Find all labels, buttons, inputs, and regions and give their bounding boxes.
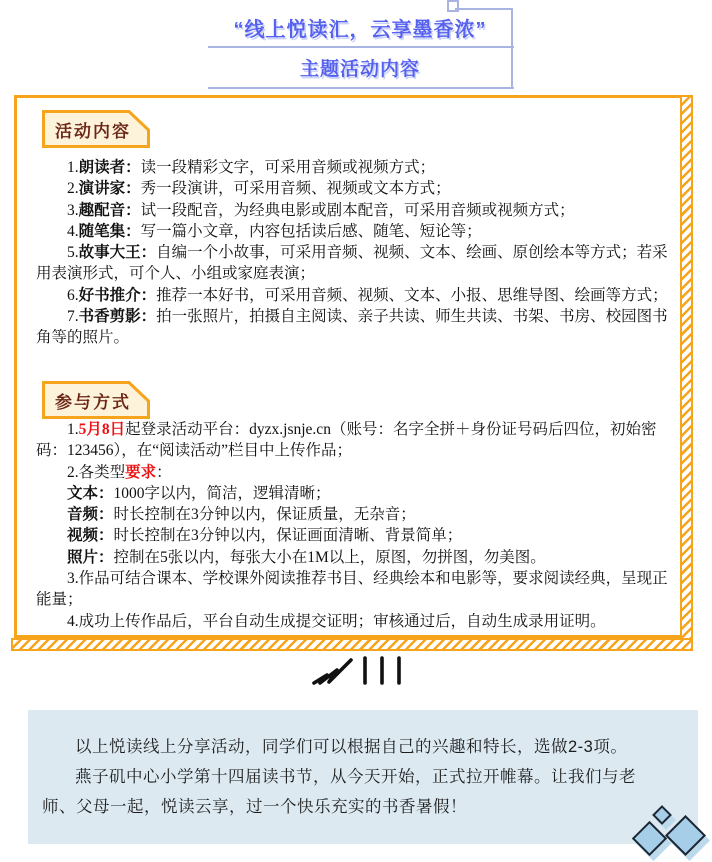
platform-url: dyzx.jsnje.cn (249, 421, 331, 438)
footer-note (28, 710, 698, 844)
type-requirement: 音频：时长控制在3分钟以内，保证质量，无杂音； (67, 506, 416, 524)
page-subtitle: 主题活动内容 (299, 58, 420, 80)
list-item: 4.随笔集：写一篇小文章，内容包括读后感、随笔、短论等； (67, 222, 482, 240)
list-item: 2.各类型要求： (67, 463, 172, 481)
list-item: 4.成功上传作品后，平台自动生成提交证明；审核通过后，自动生成录用证明。 (67, 612, 606, 630)
list-item: 2.演讲家：秀一段演讲，可采用音频、视频或文本方式； (67, 180, 451, 198)
hatch-border-bottom (11, 638, 693, 651)
list-item: 7.书香剪影：拍一张照片，拍摄自主阅读、亲子共读、师生共读、书架、书房、校园图书角等的照片。 (36, 308, 668, 347)
requirement-highlight: 要求 (125, 463, 157, 481)
list-item: 5.故事大王：自编一个小故事，可采用音频、视频、文本、绘画、原创绘本等方式；若采用表演形式，可个人、小组或家庭表演； (36, 244, 668, 283)
scribble-icon (310, 654, 420, 690)
activity-list (36, 157, 676, 349)
footer-paragraph: 以上悦读线上分享活动，同学们可以根据自己的兴趣和特长，选做2-3项。 (75, 738, 628, 756)
type-requirement: 视频：时长控制在3分钟以内，保证画面清晰、背景简单； (67, 527, 463, 545)
type-requirement: 照片：控制在5张以内，每张大小在1M以上，原图，勿拼图，勿美图。 (67, 548, 546, 566)
title-bottom-border (208, 87, 514, 89)
date-highlight: 5月8日 (78, 421, 126, 438)
hatch-border-right (680, 95, 693, 651)
list-item: 3.趣配音：试一段配音，为经典电影或剧本配音，可采用音频或视频方式； (67, 201, 575, 219)
list-item: 1.朗读者：读一段精彩文字，可采用音频或视频方式； (67, 159, 436, 176)
participation-section-tag (42, 381, 150, 419)
activity-section-tag (42, 110, 150, 148)
activity-section-label: 活动内容 (55, 121, 131, 141)
type-requirement: 文本：1000字以内，简洁，逻辑清晰； (67, 484, 331, 502)
list-item: 1.5月8日起登录活动平台：dyzx.jsnje.cn（账号：名字全拼＋身份证号码后四位，初始密码：123456），在“阅读活动”栏目中上传作品； (36, 421, 657, 460)
list-item: 3.作品可结合课本、学校课外阅读推荐书目、经典绘本和电影等，要求阅读经典，呈现正能量； (36, 570, 668, 609)
page-title: “线上悦读汇，云享墨香浓” (233, 18, 487, 41)
footer-paragraph: 燕子矶中心小学第十四届读书节，从今天开始，正式拉开帷幕。让我们与老师、父母一起，悦读云享，过一个快乐充实的书香暑假！ (42, 768, 636, 816)
participation-section-label: 参与方式 (55, 392, 131, 412)
participation-list (36, 419, 676, 632)
list-item: 6.好书推介：推荐一本好书，可采用音频、视频、文本、小报、思维导图、绘画等方式； (67, 286, 668, 304)
